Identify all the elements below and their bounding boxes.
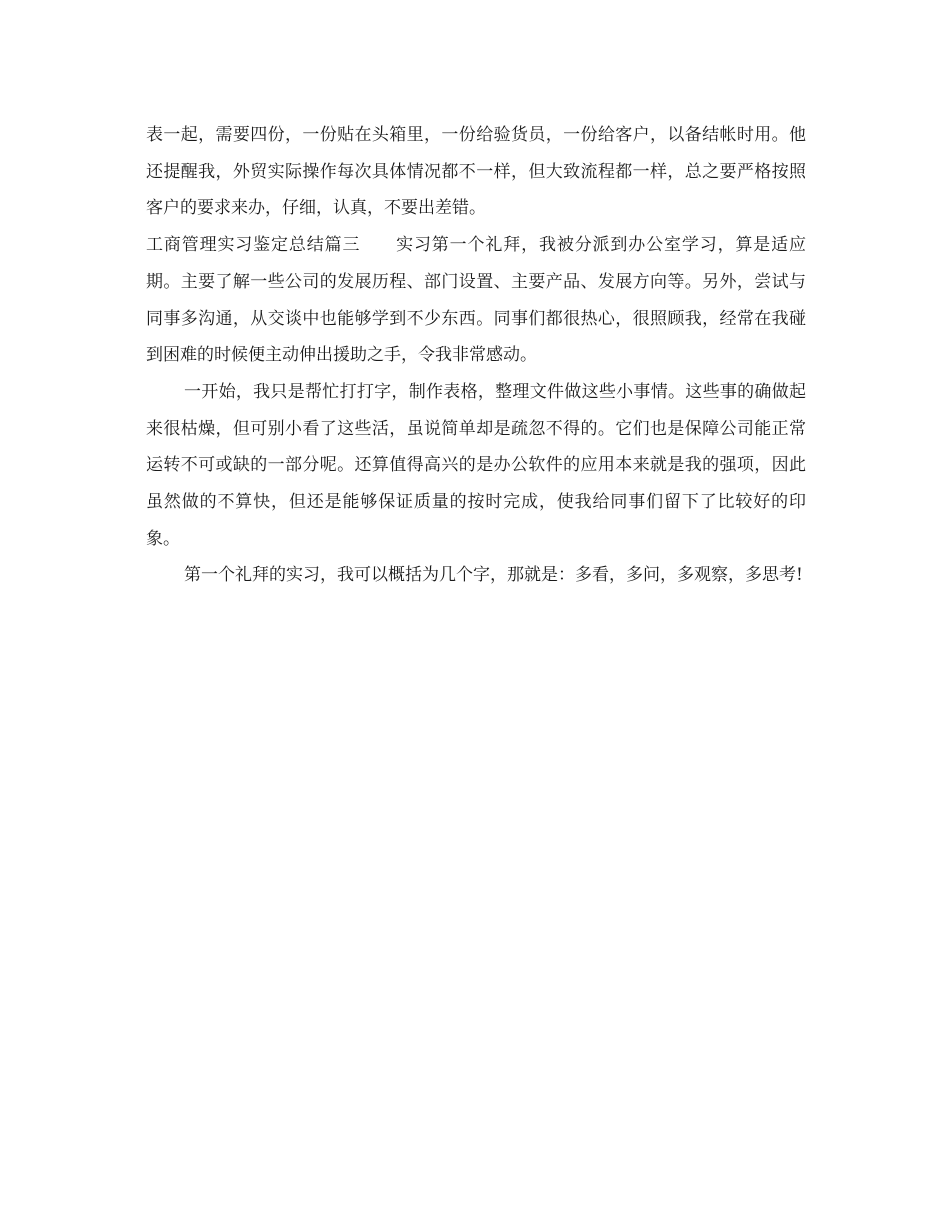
section-heading: 工商管理实习鉴定总结篇三 xyxy=(146,235,361,256)
paragraph-summary: 第一个礼拜的实习，我可以概括为几个字，那就是：多看，多问，多观察，多思考! xyxy=(184,565,803,586)
paragraph-office-work: 一开始，我只是帮忙打打字，制作表格，整理文件做这些小事情。这些事的确做起来很枯燥，但可别小看了这些活，虽说简单却是疏忽不得的。它们也是保障公司能正常运转不可或缺的一部分呢。还算值得高兴的是办公软件的应用本来就是我的强项，因此虽然做的不算快，但还是能够保证质量的按时完成，使我给同事们留下了比较好的印象。 xyxy=(146,381,806,549)
paragraph-section-three xyxy=(146,227,806,374)
document-body xyxy=(146,117,806,594)
heading-spacer xyxy=(360,235,396,255)
section-body-text: 实习第一个礼拜，我被分派到办公室学习，算是适应期。主要了解一些公司的发展历程、部门设置、主要产品、发展方向等。另外，尝试与同事多沟通，从交谈中也能够学到不少东西。同事们都很热心，很照顾我，经常在我碰到困难的时候便主动伸出援助之手，令我非常感动。 xyxy=(146,235,807,366)
paragraph-continuation: 表一起，需要四份，一份贴在头箱里，一份给验货员，一份给客户，以备结帐时用。他还提醒我，外贸实际操作每次具体情况都不一样，但大致流程都一样，总之要严格按照客户的要求来办，仔细，认真，不要出差错。 xyxy=(146,125,806,219)
